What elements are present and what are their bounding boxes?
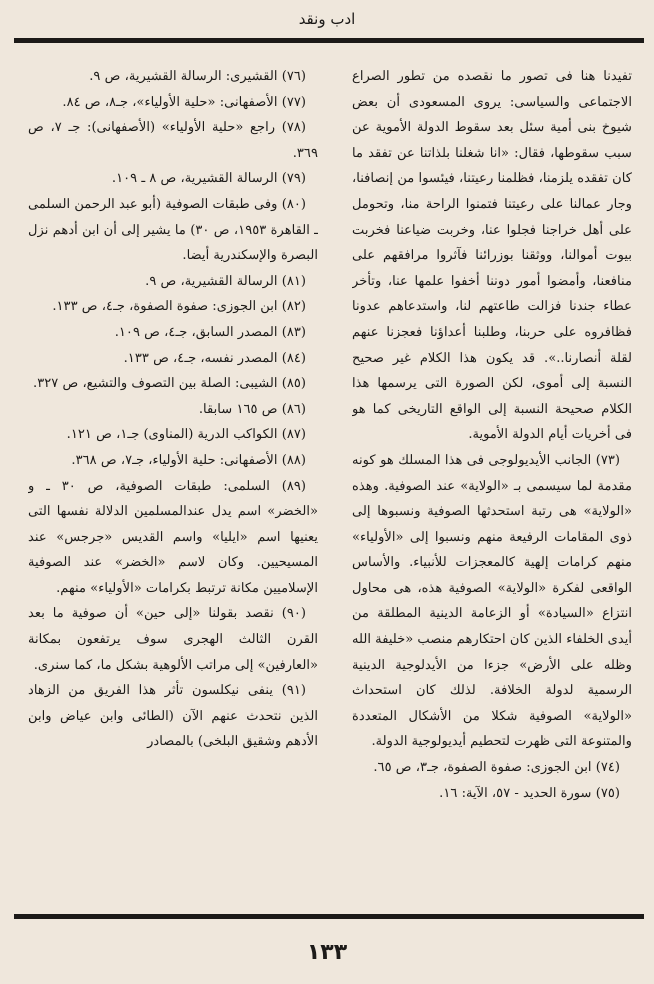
footnote-85: (٨٥) الشيبى: الصلة بين التصوف والتشيع، ص ٣٢٧. xyxy=(33,376,306,392)
footnote-84: (٨٤) المصدر نفسه، جـ٤، ص ١٣٣. xyxy=(123,350,306,366)
right-column xyxy=(352,64,632,904)
left-column xyxy=(28,64,318,904)
footnote-79: (٧٩) الرسالة القشيرية، ص ٨ ـ ١٠٩. xyxy=(111,171,306,187)
page-number: ١٣٣ xyxy=(306,940,348,965)
footnote-77: (٧٧) الأصفهانى: «حلية الأولياء»، جـ٨، ص ٨٤. xyxy=(62,94,306,110)
footnote-78: (٧٨) راجع «حلية الأولياء» (الأصفهانى): جـ ٧، ص ٣٦٩. xyxy=(28,120,318,161)
footnote-88: (٨٨) الأصفهانى: حلية الأولياء، جـ٧، ص ٣٦٨. xyxy=(71,452,306,468)
body-paragraph: تفيدنا هنا فى تصور ما نقصده من تطور الصراع الاجتماعى والسياسى: يروى المسعودى أن بعض شيوخ بنى أمية سئل بعد سقوط الدولة الأموية عن سبب سقوطها، فقال: «انا شغلنا بلذاتنا عن تفقد ما كان تفقده يلزمنا، فظلمنا رعيتنا، فيئسوا من إنصافنا، وجار عمالنا على رعيتنا فتمنوا الراحة منا، وتحومل على أهل خراجنا فجلوا عنا، وخربت ضياعنا فخربت بيوت أموالنا، ووثقنا بوزرائنا فآثروا مرافقهم على منافعنا، وأمضوا أمور دوننا أخفوا علمها عنا، وتأخر عطاء جندنا فزالت طاعتهم لنا، واستدعاهم عدونا فظافروه على حربنا، وطلبنا أعداؤنا فعجزنا عنهم لقلة أنصارنا..». قد يكون هذا الكلام غير صحيح النسبة إلى أموى، لكن الصورة التى يرسمها هذا الكلام صحيحة النسبة إلى الواقع التاريخى كما هو فى أخريات أيام الدولة الأموية. xyxy=(352,69,632,443)
footnote-86: (٨٦) ص ١٦٥ سابقا. xyxy=(198,401,306,417)
running-header: ادب ونقد xyxy=(298,10,356,28)
footnote-90: (٩٠) نقصد بقولنا «إلى حين» أن صوفية ما بعد القرن الثالث الهجرى سوف يرتفعون بمكانة «العارفين» إلى مراتب الألوهية بشكل ما، كما سنرى. xyxy=(28,606,318,673)
footnote-87: (٨٧) الكواكب الدرية (المناوى) جـ١، ص ١٢١. xyxy=(66,427,306,443)
footnote-73: (٧٣) الجانب الأيديولوجى فى هذا المسلك هو كونه مقدمة لما سيسمى بـ «الولاية» عند الصوفية. وهذه «الولاية» هى رتبة استحدثها الصوفية ونسبوها إلى ذوى المقامات الرفيعة منهم ونسبوا إلى «الأولياء» منهم كرامات إلهية كالمعجزات للأنبياء. والأساس الواقعى لفكرة «الولاية» الصوفية هذه، هى محاول انتزاع «السيادة» أو الزعامة الدينية المطلقة من أيدى الخلفاء الذين كان احتكارهم منصب «خليفة الله وظله على الأرض» جزءا من الأيدلوجية الدينية الرسمية لدولة الخلافة. لذلك كان استحداث «الولاية» الصوفية شكلا من الأشكال المتعددة والمتنوعة التى ظهرت لتحطيم أيديولوجية الدولة. xyxy=(352,452,632,750)
footnote-80: (٨٠) وفى طبقات الصوفية (أبو عبد الرحمن السلمى ـ القاهرة ١٩٥٣، ص ٣٠) ما يشير إلى أن ابن أدهم نزل البصرة والإسكندرية أيضا. xyxy=(28,196,318,264)
footnote-74: (٧٤) ابن الجوزى: صفوة الصفوة، جـ٣، ص ٦٥. xyxy=(373,760,620,776)
footnote-82: (٨٢) ابن الجوزى: صفوة الصفوة، جـ٤، ص ١٣٣. xyxy=(52,299,306,315)
footer-rule xyxy=(14,914,644,919)
footnote-81: (٨١) الرسالة القشيرية، ص ٩. xyxy=(145,273,306,289)
footnote-76: (٧٦) القشيرى: الرسالة القشيرية، ص ٩. xyxy=(89,69,306,84)
footnote-89: (٨٩) السلمى: طبقات الصوفية، ص ٣٠ ـ و «الخضر» اسم يدل عندالمسلمين الدلالة نفسها التى يعنيها اسم «ايليا» واسم القديس «جرجس» عند المسيحيين. وكان لاسم «الخضر» عند الصوفية الإسلاميين مكانة ترتبط بكرامات «الأولياء» منهم. xyxy=(28,478,318,596)
footnote-83: (٨٣) المصدر السابق، جـ٤، ص ١٠٩. xyxy=(114,324,306,340)
footnote-75: (٧٥) سورة الحديد - ٥٧، الآية: ١٦. xyxy=(439,785,620,801)
header-rule xyxy=(14,38,644,43)
footnote-91: (٩١) ينفى نيكلسون تأثر هذا الفريق من الزهاد الذين نتحدث عنهم الآن (الطائى وابن عياض وابن الأدهم وشقيق البلخى) بالمصادر xyxy=(28,683,318,750)
